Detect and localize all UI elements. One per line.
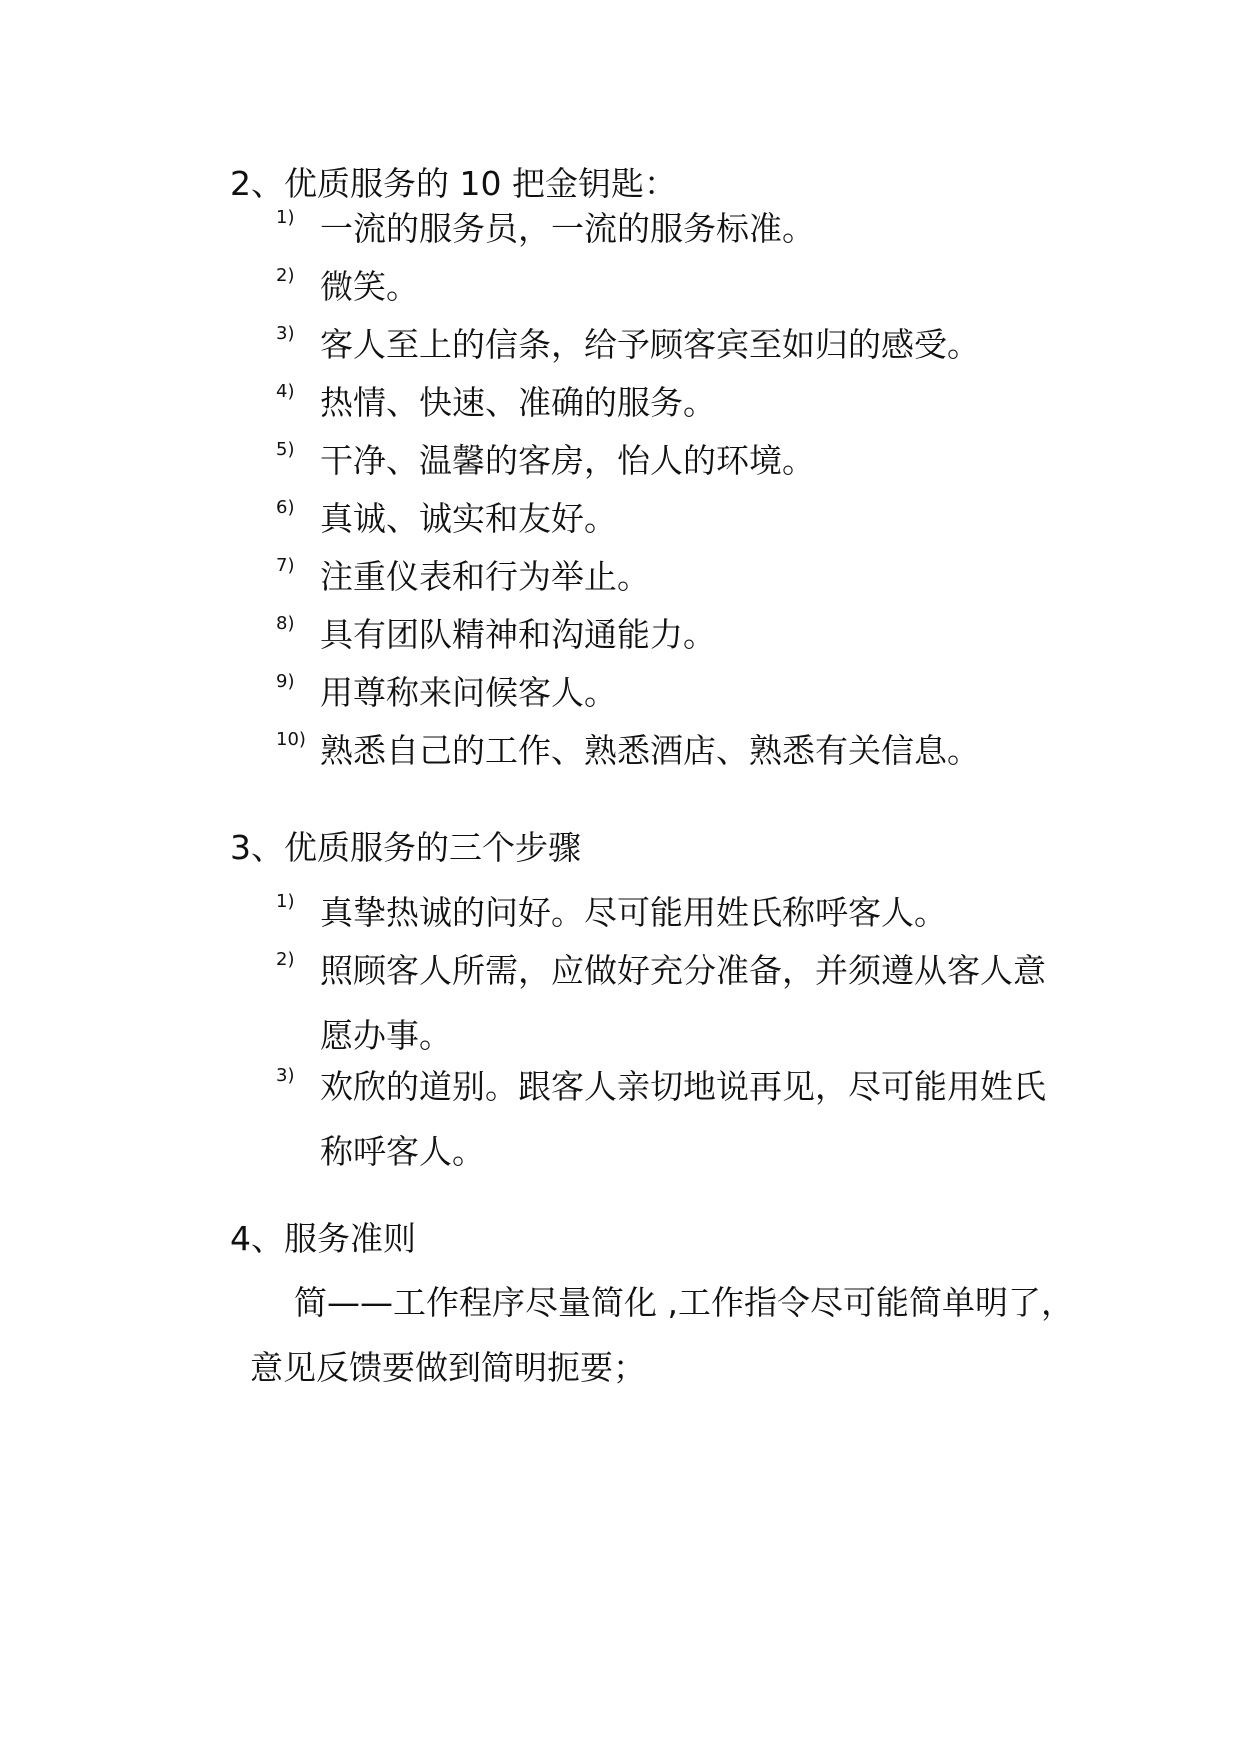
list-item-text: 真诚、诚实和友好。 [320,499,617,538]
list-item-text: 客人至上的信条，给予顾客宾至如归的感受。 [320,325,980,364]
list-item-number: 5) [276,439,295,460]
list-item-text: 照顾客人所需，应做好充分准备，并须遵从客人意愿办事。 [320,951,1046,1055]
list-item-number: 9) [276,671,295,692]
list-item-text: 真挚热诚的问好。尽可能用姓氏称呼客人。 [320,893,947,932]
list-item-number: 1) [276,207,295,228]
section-3-heading: 3、优质服务的三个步骤 [230,828,581,867]
list-item-number: 10) [276,729,306,750]
list-item-number: 7) [276,555,295,576]
list-item-text: 用尊称来问候客人。 [320,673,617,712]
list-item-number: 6) [276,497,295,518]
body-paragraph: 简——工作程序尽量简化 ,工作指令尽可能简单明了，意见反馈要做到简明扼要； [250,1283,1074,1387]
list-item-text: 热情、快速、准确的服务。 [320,383,716,422]
section-4-heading: 4、服务准则 [230,1219,416,1258]
list-item-text: 欢欣的道别。跟客人亲切地说再见，尽可能用姓氏称呼客人。 [320,1067,1046,1171]
list-item-number: 2) [276,949,295,970]
list-item-text: 注重仪表和行为举止。 [320,557,650,596]
list-item-number: 3) [276,323,295,344]
list-item-text: 微笑。 [320,267,419,306]
list-item-text: 干净、温馨的客房，怡人的环境。 [320,441,815,480]
list-item-number: 8) [276,613,295,634]
list-item-text: 具有团队精神和沟通能力。 [320,615,716,654]
list-item-text: 熟悉自己的工作、熟悉酒店、熟悉有关信息。 [320,731,980,770]
section-2-heading: 2、优质服务的 10 把金钥匙： [230,164,677,203]
list-item-number: 2) [276,265,295,286]
list-item-number: 3) [276,1065,295,1086]
list-item-number: 1) [276,891,295,912]
list-item-text: 一流的服务员，一流的服务标准。 [320,209,815,248]
list-item-number: 4) [276,381,295,402]
